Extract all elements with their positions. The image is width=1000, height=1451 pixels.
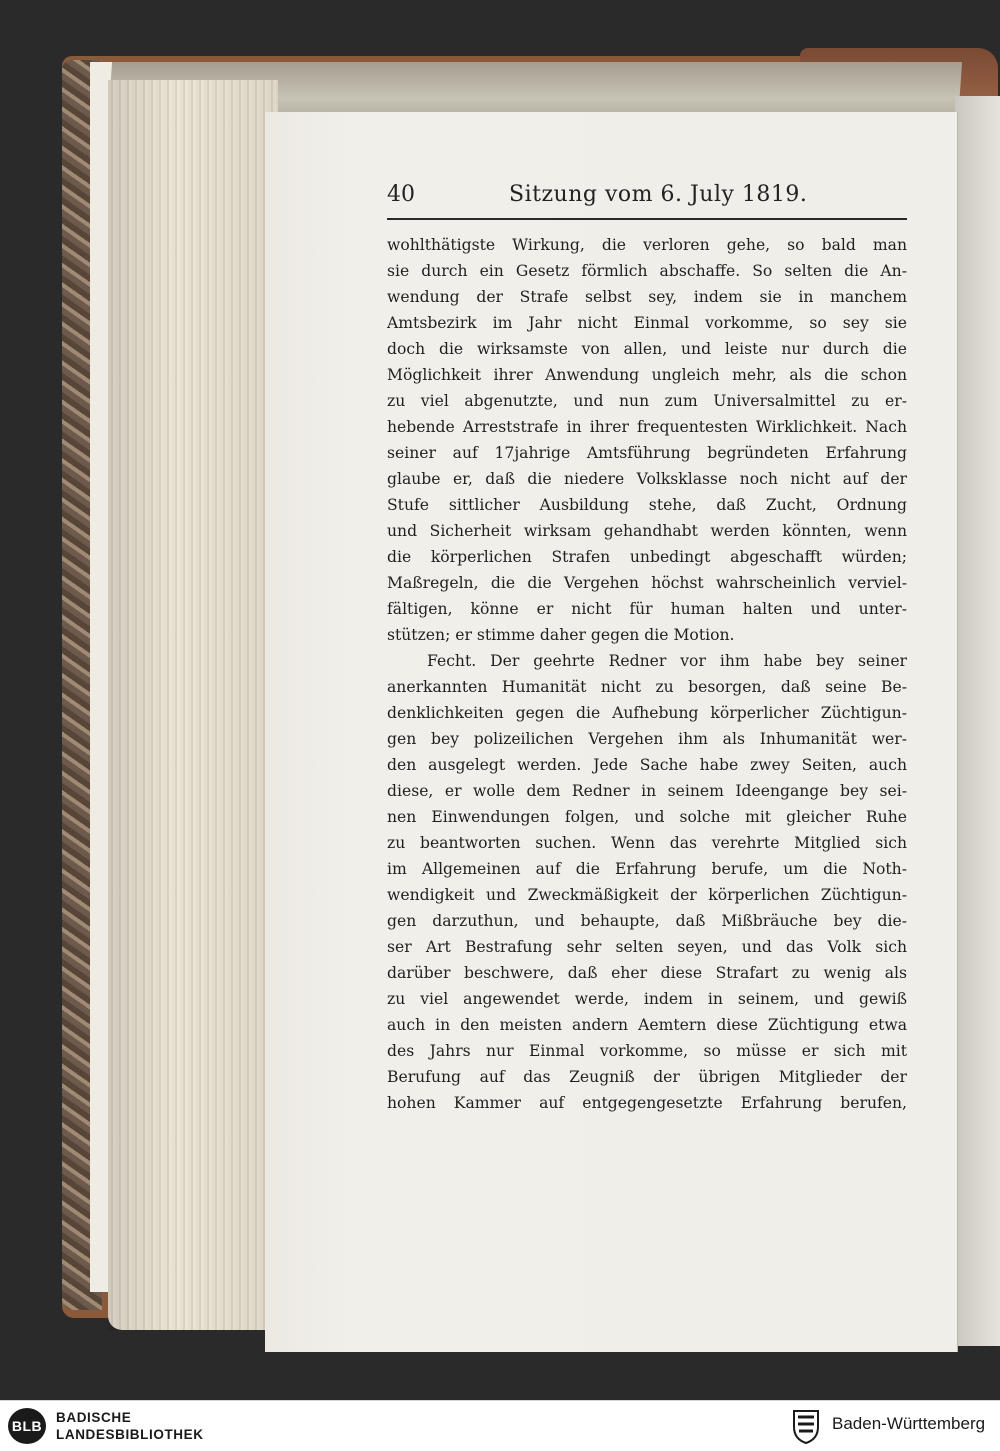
header-title: Sitzung vom 6. July 1819. bbox=[509, 182, 808, 207]
text-line: im Allgemeinen auf die Erfahrung berufe, um die Noth- bbox=[387, 860, 907, 878]
text-line: zu viel angewendet werde, indem in seinem, und gewiß bbox=[387, 990, 907, 1008]
header-rule bbox=[387, 218, 907, 220]
body-text bbox=[387, 232, 907, 1116]
text-line: die körperlichen Strafen unbedingt abgeschafft würden; bbox=[387, 548, 907, 566]
text-line: wendigkeit und Zweckmäßigkeit der körperlichen Züchtigun- bbox=[387, 886, 907, 904]
library-name[interactable] bbox=[56, 1409, 204, 1443]
text-line: doch die wirksamste von allen, und leiste nur durch die bbox=[387, 340, 907, 358]
text-line: diese, er wolle dem Redner in seinem Ideengange bey sei- bbox=[387, 782, 907, 800]
text-line: nen Einwendungen folgen, und solche mit gleicher Ruhe bbox=[387, 808, 907, 826]
state-name[interactable]: Baden-Württemberg bbox=[832, 1414, 986, 1433]
page-number: 40 bbox=[387, 182, 415, 207]
text-line: hohen Kammer auf entgegengesetzte Erfahrung berufen, bbox=[387, 1094, 907, 1112]
text-line: denklichkeiten gegen die Aufhebung körperlicher Züchtigun- bbox=[387, 704, 907, 722]
text-line: Stufe sittlicher Ausbildung stehe, daß Zucht, Ordnung bbox=[387, 496, 907, 514]
text-line: glaube er, daß die niedere Volksklasse noch nicht auf der bbox=[387, 470, 907, 488]
text-line: Amtsbezirk im Jahr nicht Einmal vorkomme, so sey sie bbox=[387, 314, 907, 332]
text-line: den ausgelegt werden. Jede Sache habe zwey Seiten, auch bbox=[387, 756, 907, 774]
text-line: Fecht. Der geehrte Redner vor ihm habe bey seiner bbox=[427, 652, 907, 670]
text-line: Berufung auf das Zeugniß der übrigen Mitglieder der bbox=[387, 1068, 907, 1086]
facing-page-edge bbox=[955, 96, 1000, 1346]
baden-wuerttemberg-coat-of-arms-icon bbox=[790, 1407, 822, 1445]
footer-bar bbox=[0, 1400, 1000, 1451]
text-line: stützen; er stimme daher gegen die Motion. bbox=[387, 626, 735, 644]
text-line: anerkannten Humanität nicht zu besorgen, daß seine Be- bbox=[387, 678, 907, 696]
text-line: hebende Arreststrafe in ihrer frequentesten Wirklichkeit. Nach bbox=[387, 418, 907, 436]
text-line: des Jahrs nur Einmal vorkomme, so müsse er sich mit bbox=[387, 1042, 907, 1060]
book-page bbox=[265, 112, 958, 1352]
running-head bbox=[387, 178, 907, 216]
text-line: gen darzuthun, und behaupte, daß Mißbräuche bey die- bbox=[387, 912, 907, 930]
text-line: Maßregeln, die die Vergehen höchst wahrscheinlich verviel- bbox=[387, 574, 907, 592]
text-line: gen bey polizeilichen Vergehen ihm als Inhumanität wer- bbox=[387, 730, 907, 748]
text-line: ser Art Bestrafung sehr selten seyen, und das Volk sich bbox=[387, 938, 907, 956]
text-line: wohlthätigste Wirkung, die verloren gehe, so bald man bbox=[387, 236, 907, 254]
text-line: und Sicherheit wirksam gehandhabt werden könnten, wenn bbox=[387, 522, 907, 540]
text-line: wendung der Strafe selbst sey, indem sie in manchem bbox=[387, 288, 907, 306]
blb-logo[interactable]: BLB bbox=[8, 1408, 46, 1444]
text-line: Möglichkeit ihrer Anwendung ungleich mehr, als die schon bbox=[387, 366, 907, 384]
text-line: zu viel abgenutzte, und nun zum Universalmittel zu er- bbox=[387, 392, 907, 410]
library-name-line2: LANDESBIBLIOTHEK bbox=[56, 1427, 204, 1442]
text-line: auch in den meisten andern Aemtern diese Züchtigung etwa bbox=[387, 1016, 907, 1034]
text-line: sie durch ein Gesetz förmlich abschaffe. So selten die An- bbox=[387, 262, 907, 280]
page-text-block bbox=[387, 178, 907, 1116]
text-line: fältigen, könne er nicht für human halten und unter- bbox=[387, 600, 907, 618]
text-line: zu beantworten suchen. Wenn das verehrte Mitglied sich bbox=[387, 834, 907, 852]
text-line: darüber beschwere, daß eher diese Strafart zu wenig als bbox=[387, 964, 907, 982]
library-name-line1: BADISCHE bbox=[56, 1410, 132, 1425]
text-line: seiner auf 17jahrige Amtsführung begründeten Erfahrung bbox=[387, 444, 907, 462]
page-block-fore-edge bbox=[108, 80, 278, 1330]
